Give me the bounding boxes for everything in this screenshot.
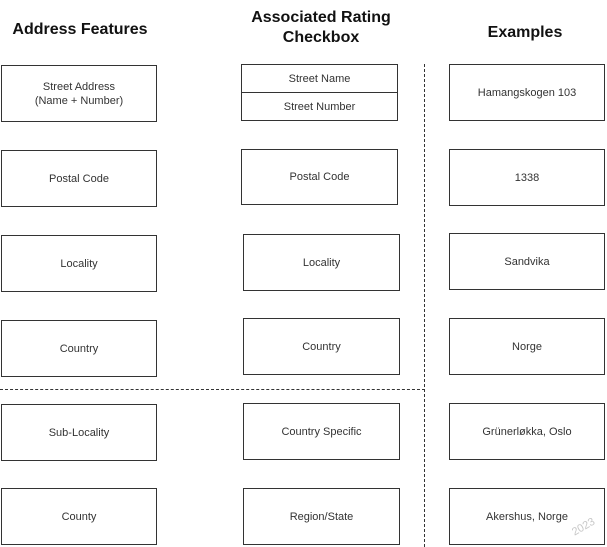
feature-county-label: County xyxy=(61,510,97,523)
feature-sub-locality-label: Sub-Locality xyxy=(48,426,110,439)
feature-locality-label: Locality xyxy=(60,257,98,270)
feature-sub-locality-box xyxy=(1,404,157,461)
column-title-line-1: Associated Rating xyxy=(251,9,391,26)
checkbox-country-box xyxy=(243,318,400,375)
example-country-value: Norge xyxy=(512,340,542,353)
feature-country-box xyxy=(1,320,157,377)
checkbox-street-name-label: Street Name xyxy=(288,72,351,85)
checkbox-street-number-label: Street Number xyxy=(283,100,356,113)
example-locality-box xyxy=(449,233,605,290)
feature-country-label: Country xyxy=(59,342,99,355)
example-county-value: Akershus, Norge xyxy=(486,510,568,523)
watermark-text: 2023 xyxy=(570,515,598,539)
column-title-address-features: Address Features xyxy=(12,21,148,38)
checkbox-region-state-label: Region/State xyxy=(289,510,354,523)
feature-street-address-label: Street Address xyxy=(42,80,116,93)
column-title-examples: Examples xyxy=(487,24,563,41)
feature-postal-code-box xyxy=(1,150,157,207)
feature-county-box xyxy=(1,488,157,545)
example-sub-locality-value: Grünerløkka, Oslo xyxy=(482,425,572,438)
column-title-associated-rating-checkbox xyxy=(238,8,404,48)
checkbox-country-specific-box xyxy=(243,403,400,460)
example-sub-locality-box xyxy=(449,403,605,460)
example-street-address-box xyxy=(449,64,605,121)
checkbox-country-label: Country xyxy=(302,340,341,353)
checkbox-postal-code-box xyxy=(241,149,398,205)
column-title-line-2: Checkbox xyxy=(282,29,360,46)
checkbox-street-name-box xyxy=(241,64,398,93)
vertical-dashed-separator xyxy=(424,64,425,547)
checkbox-street-number-box xyxy=(241,92,398,121)
checkbox-locality-box xyxy=(243,234,400,291)
feature-street-address-box xyxy=(1,65,157,122)
feature-street-address-sublabel: (Name + Number) xyxy=(34,94,124,107)
example-postal-code-box xyxy=(449,149,605,206)
example-country-box xyxy=(449,318,605,375)
checkbox-locality-label: Locality xyxy=(302,256,341,269)
feature-locality-box xyxy=(1,235,157,292)
example-county-box xyxy=(449,488,605,545)
checkbox-postal-code-label: Postal Code xyxy=(289,171,350,183)
checkbox-country-specific-label: Country Specific xyxy=(281,425,362,438)
example-street-address-value: Hamangskogen 103 xyxy=(477,86,577,99)
feature-postal-code-label: Postal Code xyxy=(49,172,109,185)
horizontal-dashed-separator xyxy=(0,389,425,390)
example-postal-code-value: 1338 xyxy=(514,171,540,184)
example-locality-value: Sandvika xyxy=(504,255,550,268)
checkbox-region-state-box xyxy=(243,488,400,545)
